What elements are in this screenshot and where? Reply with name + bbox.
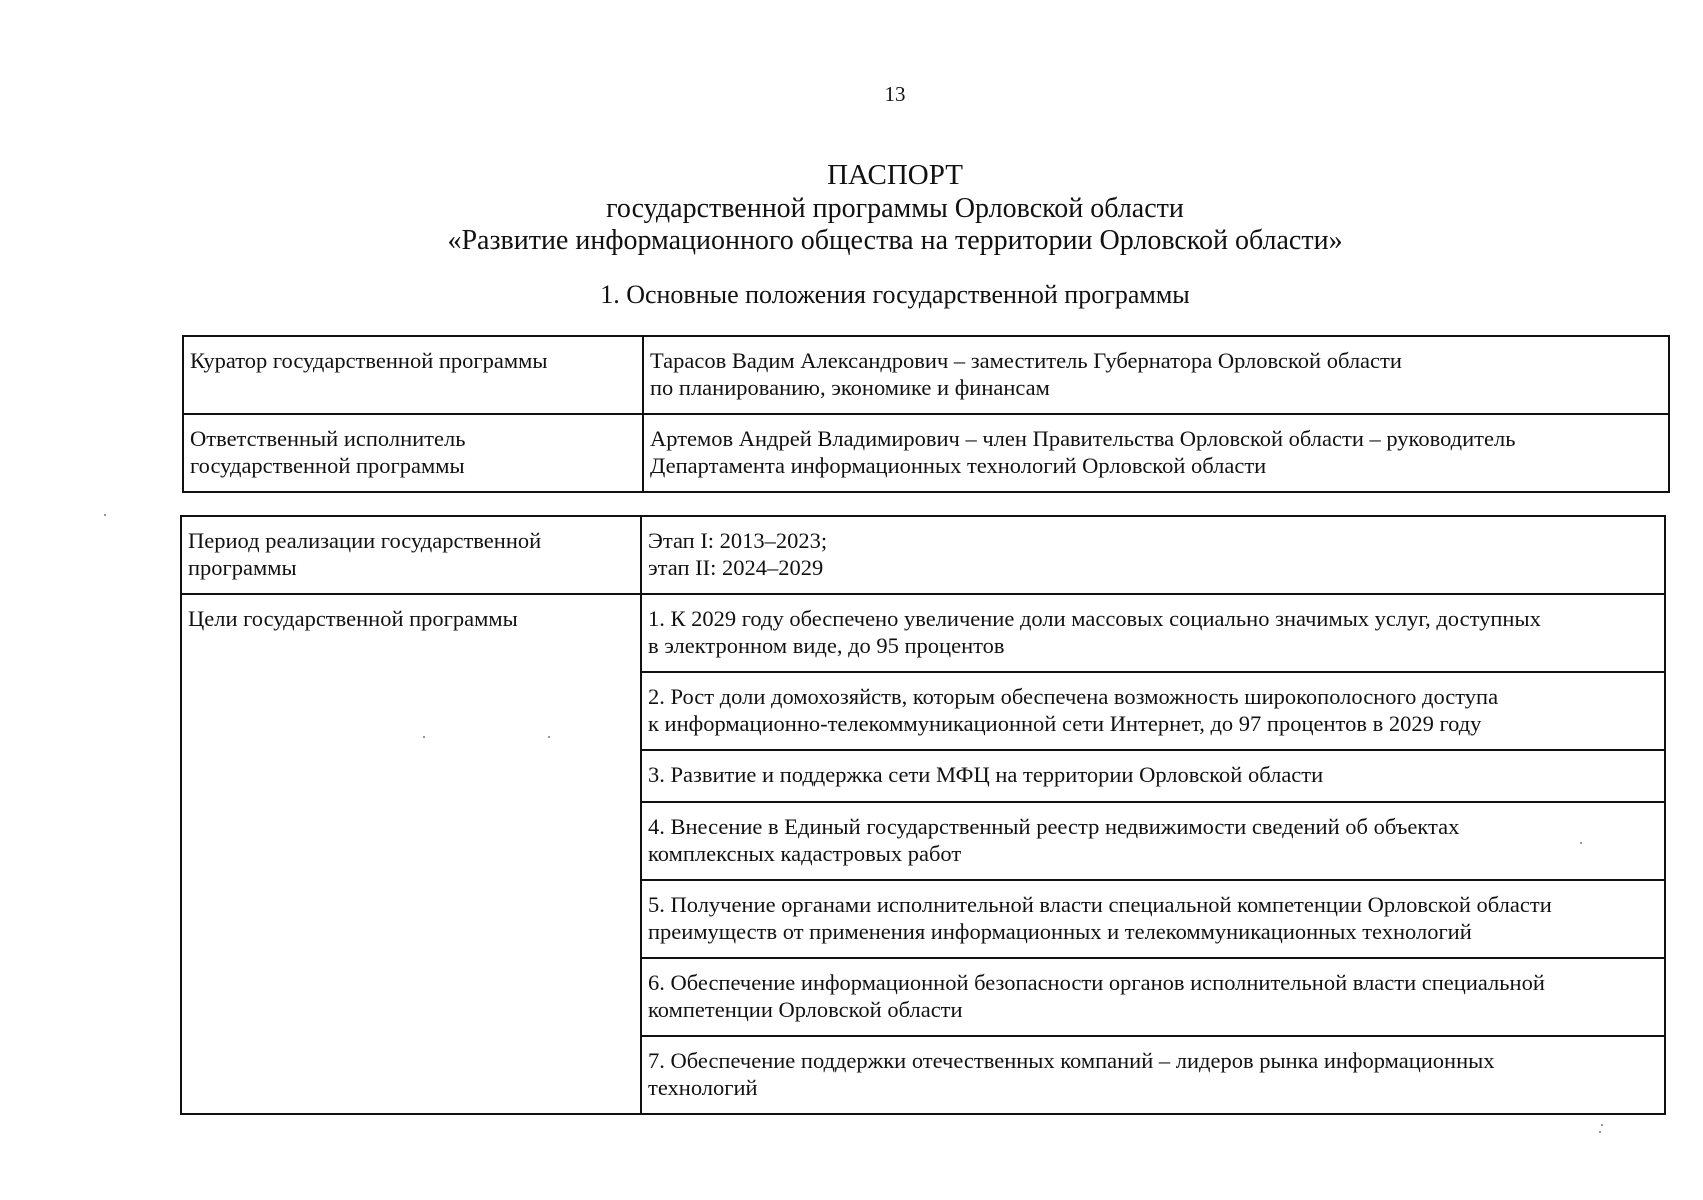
curator-label: Куратор государственной программы — [190, 348, 548, 373]
period-label-line: Период реализации государственной — [188, 528, 542, 553]
goal-line: компетенции Орловской области — [648, 997, 963, 1022]
label-cell — [181, 516, 641, 594]
goal-cell — [641, 594, 1665, 672]
goal-line: 1. К 2029 году обеспечено увеличение доли массовых социально значимых услуг, доступных — [648, 606, 1541, 631]
goal-line: 5. Получение органами исполнительной власти специальной компетенции Орловской области — [648, 892, 1552, 917]
value-cell — [641, 516, 1665, 594]
scan-speck — [548, 736, 550, 738]
goal-cell — [641, 802, 1665, 880]
goal-cell — [641, 880, 1665, 958]
period-value-line: Этап I: 2013–2023; — [648, 528, 828, 553]
goal-cell — [641, 958, 1665, 1036]
scan-speck — [423, 736, 425, 738]
table-row-curator — [183, 336, 1669, 414]
goal-cell — [641, 672, 1665, 750]
executor-value-line: Департамента информационных технологий Орловской области — [650, 453, 1267, 478]
goals-label-cell — [181, 594, 641, 1114]
executor-value-line: Артемов Андрей Владимирович – член Правительства Орловской области – руководитель — [650, 426, 1516, 451]
scan-speck — [1599, 1131, 1601, 1133]
passport-table-goals — [180, 515, 1666, 1115]
document-title: ПАСПОРТ — [827, 159, 963, 191]
passport-table-main — [182, 335, 1670, 493]
curator-value-line: по планированию, экономике и финансам — [650, 375, 1050, 400]
curator-value-line: Тарасов Вадим Александрович – заместитель Губернатора Орловской области — [650, 348, 1402, 373]
period-label-line: программы — [188, 555, 297, 580]
goal-cell — [641, 750, 1665, 802]
period-value-line: этап II: 2024–2029 — [648, 555, 824, 580]
value-cell — [643, 414, 1669, 492]
goal-line: технологий — [648, 1075, 758, 1100]
scan-speck — [1580, 842, 1582, 844]
scan-speck — [1601, 1124, 1603, 1126]
label-cell — [183, 414, 643, 492]
table-row-period — [181, 516, 1665, 594]
table-row-executor — [183, 414, 1669, 492]
goal-cell — [641, 1036, 1665, 1114]
goal-line: 7. Обеспечение поддержки отечественных компаний – лидеров рынка информационных — [648, 1048, 1495, 1073]
value-cell — [643, 336, 1669, 414]
section-heading: 1. Основные положения государственной программы — [600, 280, 1190, 309]
goal-line: в электронном виде, до 95 процентов — [648, 633, 1005, 658]
goal-line: к информационно-телекоммуникационной сети Интернет, до 97 процентов в 2029 году — [648, 711, 1482, 736]
scan-speck — [104, 514, 106, 516]
goals-label: Цели государственной программы — [188, 606, 518, 631]
executor-label-line: Ответственный исполнитель — [190, 426, 466, 451]
goal-line: 2. Рост доли домохозяйств, которым обеспечена возможность широкополосного доступа — [648, 684, 1499, 709]
goal-line: 3. Развитие и поддержка сети МФЦ на территории Орловской области — [648, 762, 1324, 787]
goal-line: преимуществ от применения информационных и телекоммуникационных технологий — [648, 919, 1472, 944]
goal-line: 4. Внесение в Единый государственный реестр недвижимости сведений об объектах — [648, 814, 1460, 839]
goal-line: 6. Обеспечение информационной безопасности органов исполнительной власти специальной — [648, 970, 1545, 995]
table-row-goal-1 — [181, 594, 1665, 672]
document-subtitle: государственной программы Орловской области — [606, 193, 1184, 224]
executor-label-line: государственной программы — [190, 453, 465, 478]
program-name: «Развитие информационного общества на территории Орловской области» — [447, 225, 1343, 256]
label-cell — [183, 336, 643, 414]
page-number: 13 — [884, 82, 906, 106]
goal-line: комплексных кадастровых работ — [648, 841, 962, 866]
